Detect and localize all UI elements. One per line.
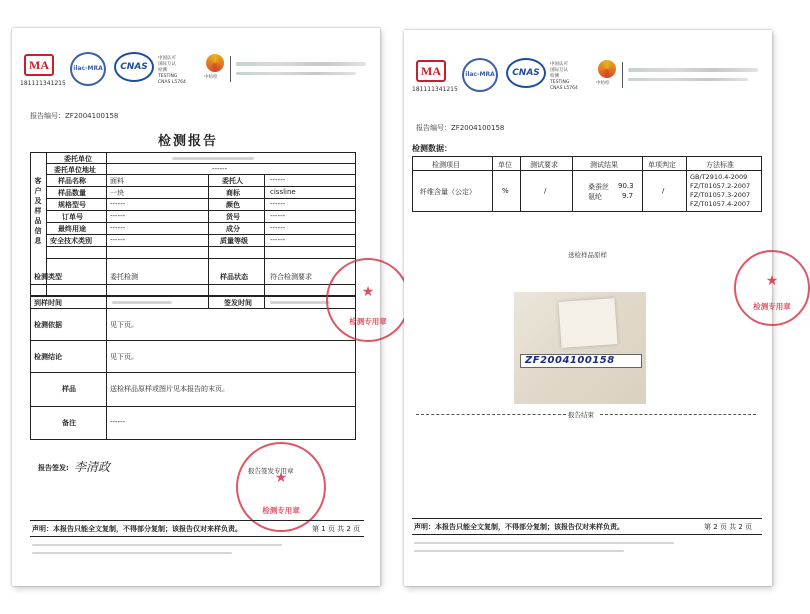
label-final-use: 最终用途 — [58, 225, 86, 233]
td-result-1-value: 90.3 — [618, 182, 634, 190]
safety-category-value: ------ — [110, 236, 126, 244]
color-value: ------ — [270, 200, 286, 208]
td-standard-3: FZ/T01057.3-2007 — [690, 191, 751, 199]
lab-name-blurred — [628, 68, 758, 72]
order-no-value: ------ — [110, 212, 126, 220]
ilac-mra-logo-icon: ilac-MRA — [70, 52, 106, 86]
label-client-address: 委托单位地址 — [54, 166, 96, 174]
label-composition: 成分 — [226, 225, 240, 233]
sample-image-title: 送检样品原样 — [568, 251, 607, 259]
td-standard-1: GB/T2910.4-2009 — [690, 173, 748, 181]
brand-value: cissline — [270, 188, 296, 196]
signature: 李清政 — [74, 460, 111, 474]
certification-logos — [18, 50, 374, 108]
label-brand: 商标 — [226, 189, 240, 197]
report-number: 报告编号：ZF2004100158 — [416, 124, 505, 132]
label-entrust-person: 委托人 — [222, 177, 243, 185]
td-result-2-value: 9.7 — [622, 192, 634, 200]
stamp-bottom-text: 检测专用章 — [262, 506, 300, 516]
sample-value: 送检样品原样或图片见本报告的末页。 — [110, 385, 229, 393]
stamp-top-right — [326, 258, 410, 342]
logo-divider — [230, 56, 231, 82]
lab-name-en-blurred — [628, 78, 748, 81]
certification-logos — [410, 56, 766, 114]
zfj-label: 中纺检 — [596, 81, 610, 86]
client-value-blurred — [172, 157, 254, 160]
td-result-1-label: 桑蚕丝 — [588, 183, 609, 191]
test-conclusion-value: 见下页。 — [110, 353, 138, 361]
ma-number: 181111341215 — [20, 80, 66, 87]
cnas-logo-icon: CNAS — [114, 52, 154, 82]
label-quality-grade: 质量等级 — [220, 237, 248, 245]
test-info-table — [30, 296, 356, 440]
stamp-star-icon: ★ — [765, 272, 779, 289]
final-use-value: ------ — [110, 224, 126, 232]
remarks-value: ------ — [110, 418, 126, 426]
label-sample-name: 样品名称 — [58, 177, 86, 185]
zfj-label: 中纺检 — [204, 75, 218, 80]
page-title: 检测报告 — [158, 134, 219, 149]
stamp-top-right-text: 检测专用章 — [349, 317, 387, 327]
label-order-no: 订单号 — [62, 213, 83, 221]
ilac-mra-logo-icon: ilac-MRA — [462, 58, 498, 92]
th-method-standard: 方法标准 — [706, 161, 734, 169]
ma-logo-icon: MA — [24, 54, 54, 76]
report-page-1 — [12, 28, 387, 586]
label-safety-category: 安全技术类别 — [50, 237, 92, 245]
footer-statement: 声明：本报告只能全文复制，不得部分复制；该报告仅对来样负责。 — [32, 525, 242, 533]
footer-contact-blurred — [32, 552, 232, 554]
sample-name-value: 面料 — [110, 177, 124, 185]
stamp-overlay-label: 报告签发专用章 — [248, 467, 294, 475]
cnas-caption: 中国认可 国际互认 检测 TESTING CNAS L5764 — [158, 56, 186, 85]
td-judgement: / — [662, 187, 665, 195]
th-unit: 单位 — [498, 161, 512, 169]
footer-page: 第 2 页 共 2 页 — [704, 523, 753, 531]
sample-qty-value: 一块 — [110, 189, 124, 197]
stamp-right-edge — [734, 250, 810, 326]
stamp-bottom — [236, 442, 326, 532]
stamp-star-icon: ★ — [274, 470, 288, 487]
label-issue-date: 签发时间 — [224, 299, 252, 307]
ma-number: 181111341215 — [412, 86, 458, 93]
report-end: 报告结束 — [568, 411, 594, 419]
footer-address-blurred — [414, 542, 674, 544]
td-requirement: / — [544, 187, 547, 195]
label-sample-state: 样品状态 — [220, 273, 248, 281]
td-test-item: 纤维含量（公定） — [420, 188, 476, 196]
stamp-star-icon: ★ — [361, 284, 375, 300]
zfj-logo-icon — [206, 54, 224, 72]
th-judgement: 单项判定 — [648, 161, 676, 169]
zfj-logo-icon — [598, 60, 616, 78]
sample-photo — [514, 292, 646, 404]
report-page-2 — [404, 30, 791, 586]
th-test-item: 检测项目 — [432, 161, 460, 169]
label-arrival-date: 到样时间 — [34, 299, 62, 307]
td-unit: % — [502, 187, 509, 195]
sample-state-value: 符合检测要求 — [270, 273, 312, 281]
section-title: 检测数据： — [412, 144, 452, 153]
label-sample-qty: 样品数量 — [58, 189, 86, 197]
fabric-swatch — [558, 298, 617, 348]
arrival-date-blurred — [112, 301, 172, 304]
logo-divider — [622, 62, 623, 88]
quality-grade-value: ------ — [270, 236, 286, 244]
label-test-type: 检测类型 — [34, 273, 62, 281]
ma-logo-icon: MA — [416, 60, 446, 82]
td-result-2-label: 氨纶 — [588, 193, 602, 201]
side-label: 客户及样品信息 — [34, 177, 42, 245]
footer-address-blurred — [32, 544, 282, 546]
footer-contact-blurred — [414, 550, 624, 552]
cnas-logo-icon: CNAS — [506, 58, 546, 88]
issue-date-blurred — [270, 301, 330, 304]
footer-statement: 声明：本报告只能全文复制，不得部分复制；该报告仅对来样负责。 — [414, 523, 624, 531]
signer-label: 报告签发: — [38, 464, 69, 472]
td-standard-2: FZ/T01057.2-2007 — [690, 182, 751, 190]
test-type-value: 委托检测 — [110, 273, 138, 281]
label-spec: 规格型号 — [58, 201, 86, 209]
item-no-value: ------ — [270, 212, 286, 220]
label-test-basis: 检测依据 — [34, 321, 62, 329]
footer-page: 第 1 页 共 2 页 — [312, 525, 361, 533]
spec-value: ------ — [110, 200, 126, 208]
th-requirement: 测试要求 — [530, 161, 558, 169]
stamp-right-edge-text: 检测专用章 — [753, 302, 791, 312]
lab-name-en-blurred — [236, 72, 356, 75]
label-client: 委托单位 — [64, 155, 92, 163]
entrust-person-value: ------ — [270, 176, 286, 184]
composition-value: ------ — [270, 224, 286, 232]
th-result: 测试结果 — [590, 161, 618, 169]
label-item-no: 货号 — [226, 213, 240, 221]
label-test-conclusion: 检测结论 — [34, 353, 62, 361]
client-address-value: ------ — [212, 165, 228, 173]
label-sample: 样品 — [62, 385, 76, 393]
label-color: 颜色 — [226, 201, 240, 209]
sample-tag: ZF2004100158 — [520, 354, 642, 368]
test-basis-value: 见下页。 — [110, 321, 138, 329]
cnas-caption: 中国认可 国际互认 检测 TESTING CNAS L5764 — [550, 62, 578, 91]
lab-name-blurred — [236, 62, 366, 66]
label-remarks: 备注 — [62, 419, 76, 427]
report-number: 报告编号：ZF2004100158 — [30, 112, 119, 120]
td-standard-4: FZ/T01057.4-2007 — [690, 200, 751, 208]
